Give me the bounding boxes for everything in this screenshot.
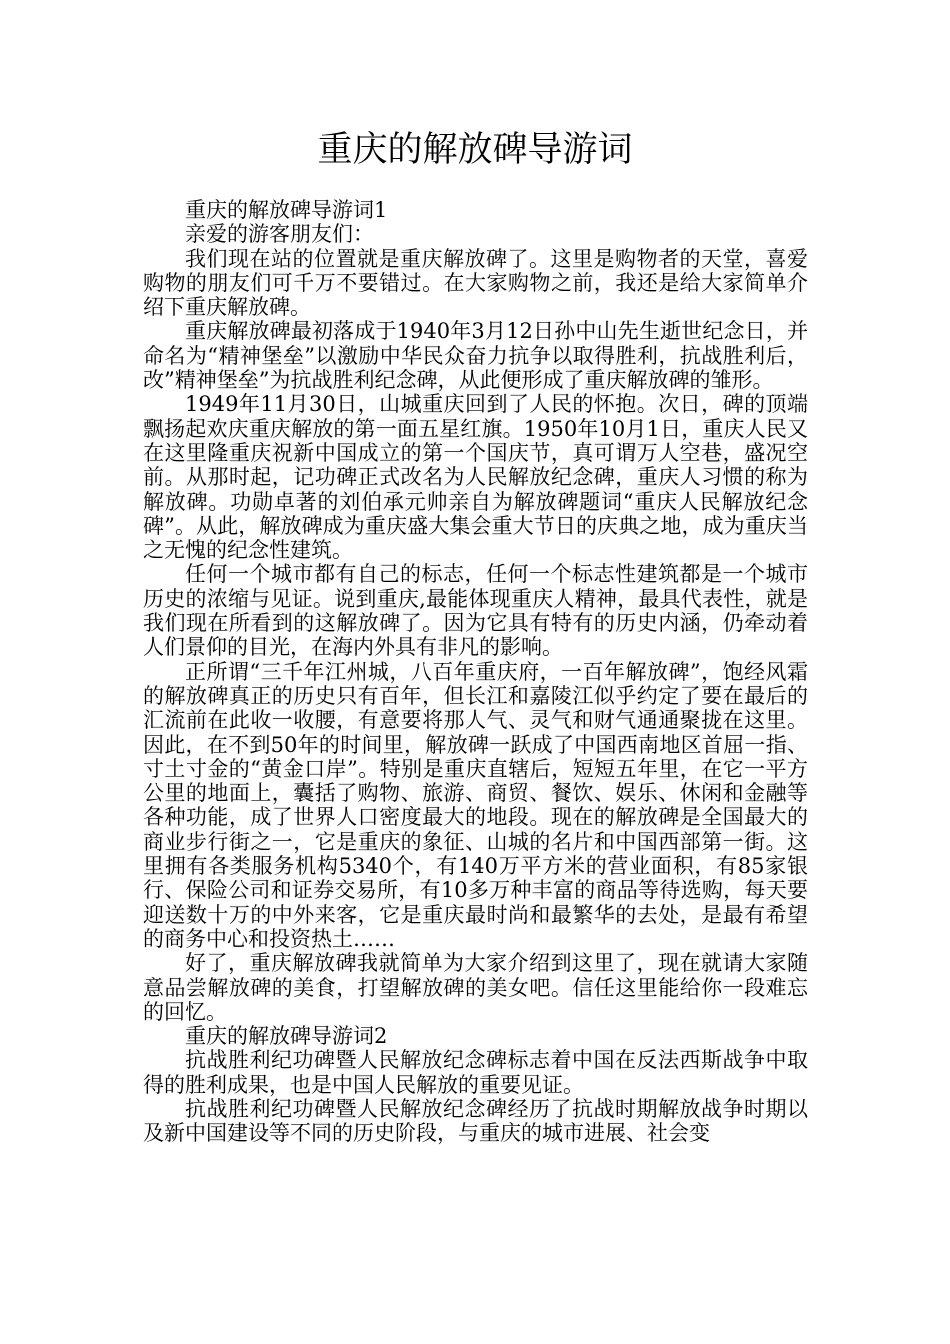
paragraph: 我们现在站的位置就是重庆解放碑了。这里是购物者的天堂，喜爱购物的朋友们可千万不要错过。在大家购物之前，我还是给大家简单介绍下重庆解放碑。 <box>143 246 808 320</box>
document-title: 重庆的解放碑导游词 <box>317 130 633 170</box>
document-body <box>143 198 808 1146</box>
paragraph: 重庆的解放碑导游词2 <box>185 1024 388 1049</box>
paragraph: 抗战胜利纪功碑暨人民解放纪念碑经历了抗战时期解放战争时期以及新中国建设等不同的历史阶段，与重庆的城市进展、社会变 <box>143 1096 808 1146</box>
paragraph: 好了，重庆解放碑我就简单为大家介绍到这里了，现在就请大家随意品尝解放碑的美食，打望解放碑的美女吧。信任这里能给你一段难忘的回忆。 <box>143 951 808 1024</box>
paragraph: 1949年11月30日，山城重庆回到了人民的怀抱。次日，碑的顶端飘扬起欢庆重庆解放的第一面五星红旗。1950年10月1日，重庆人民又在这里隆重庆祝新中国成立的第一个国庆节，真可谓万人空巷，盛况空前。从那时起，记功碑正式改名为人民解放纪念碑，重庆人习惯的称为解放碑。功勋卓著的刘伯承元帅亲自为解放碑题词“重庆人民解放纪念碑”。从此，解放碑成为重庆盛大集会重大节日的庆典之地，成为重庆当之无愧的纪念性建筑。 <box>143 392 808 563</box>
paragraph: 重庆的解放碑导游词1 <box>185 198 388 222</box>
paragraph: 正所谓“三千年江州城，八百年重庆府，一百年解放碑”，饱经风霜的解放碑真正的历史只有百年，但长江和嘉陵江似乎约定了要在最后的汇流前在此收一收腰，有意要将那人气、灵气和财气通通聚拢在这里。因此，在不到50年的时间里，解放碑一跃成了中国西南地区首屈一指、寸土寸金的“黄金口岸”。特别是重庆直辖后，短短五年里，在它一平方公里的地面上，囊括了购物、旅游、商贸、餐饮、娱乐、休闲和金融等各种功能，成了世界人口密度最大的地段。现在的解放碑是全国最大的商业步行街之一，它是重庆的象征、山城的名片和中国西部第一街。这里拥有各类服务机构5340个，有140万平方米的营业面积，有85家银行、保险公司和证券交易所，有10多万种丰富的商品等待选购，每天要迎送数十万的中外来客，它是重庆最时尚和最繁华的去处，是最有希望的商务中心和投资热土…… <box>143 659 808 951</box>
paragraph: 任何一个城市都有自己的标志，任何一个标志性建筑都是一个城市历史的浓缩与见证。说到重庆,最能体现重庆人精神，最具代表性，就是我们现在所看到的这解放碑了。因为它具有特有的历史内涵，仍牵动着人们景仰的目光，在海内外具有非凡的影响。 <box>143 562 808 660</box>
paragraph: 抗战胜利纪功碑暨人民解放纪念碑标志着中国在反法西斯战争中取得的胜利成果，也是中国人民解放的重要见证。 <box>143 1048 808 1097</box>
paragraph: 重庆解放碑最初落成于1940年3月12日孙中山先生逝世纪念日，并命名为“精神堡垒”以激励中华民众奋力抗争以取得胜利，抗战胜利后，改”精神堡垒”为抗战胜利纪念碑，从此便形成了重庆解放碑的雏形。 <box>143 319 808 393</box>
paragraph: 亲爱的游客朋友们： <box>185 222 374 247</box>
